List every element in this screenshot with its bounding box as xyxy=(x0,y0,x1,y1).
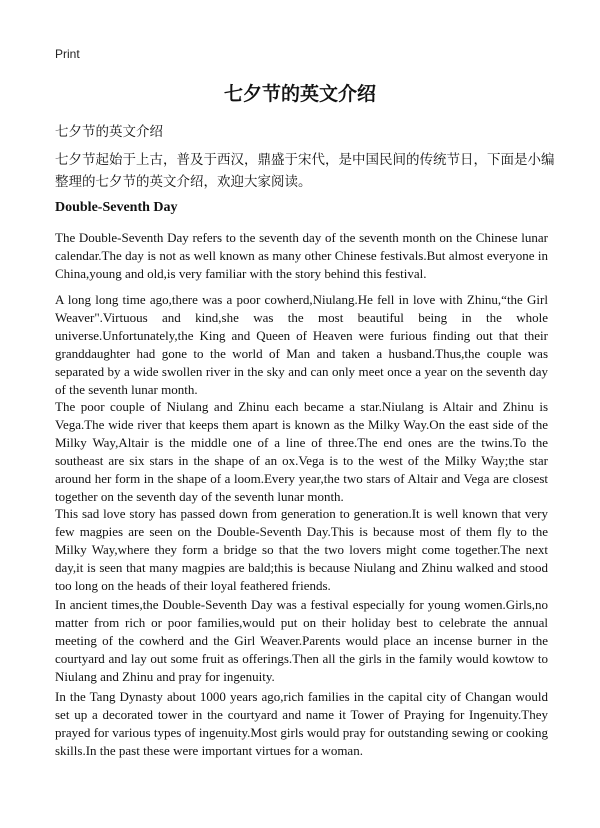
page-title: 七夕节的英文介绍 xyxy=(223,83,376,105)
body-paragraph-6: In the Tang Dynasty about 1000 years ago,rich families in the capital city of Changan would set up a decorated tower in the courtyard and name it Tower of Praying for Ingenuity.They prayed for various types of ingenuity.Most girls would pray for outstanding sewing or cooking skills.In the past these were important virtues for a woman. xyxy=(55,689,548,758)
intro-paragraph: 七夕节起始于上古，普及于西汉，鼎盛于宋代，是中国民间的传统节日，下面是小编整理的七夕节的英文介绍，欢迎大家阅读。 xyxy=(55,152,555,190)
body-paragraph-2: A long long time ago,there was a poor cowherd,Niulang.He fell in love with Zhinu,“the Girl Weaver".Virtuous and kind,she was the most beautiful being in the whole universe.Unfortunately,the King and Queen of Heaven were furious finding out that their granddaughter had gone to the world of Man and taken a husband.Thus,the couple was separated by a wide swollen river in the sky and can only meet once a year on the seventh day of the seventh lunar month. xyxy=(55,292,548,397)
body-paragraph-4: This sad love story has passed down from generation to generation.It is well known that very few magpies are seen on the Double-Seventh Day.This is because most of them fly to the Milky Way,where they form a bridge so that the two lovers might come together.The next day,it is seen that many magpies are bald;this is because Niulang and Zhinu walked and stood too long on the heads of their loyal feathered friends. xyxy=(55,506,548,593)
section-heading: Double-Seventh Day xyxy=(55,200,178,215)
article-subtitle: 七夕节的英文介绍 xyxy=(55,124,163,140)
body-paragraph-3: The poor couple of Niulang and Zhinu each became a star.Niulang is Altair and Zhinu is Vega.The wide river that keeps them apart is known as the Milky Way.On the east side of the Milky Way,Altair is the middle one of a line of three.The end ones are the twins.To the southeast are six stars in the shape of an ox.Vega is to the west of the Milky Way;the star around her form in the shape of a loom.Every year,the two stars of Altair and Vega are closest together on the seventh day of the seventh lunar month. xyxy=(55,399,548,504)
body-paragraph-1: The Double-Seventh Day refers to the seventh day of the seventh month on the Chinese lunar calendar.The day is not as well known as many other Chinese festivals.But almost everyone in China,young and old,is very familiar with the story behind this festival. xyxy=(55,230,548,281)
print-link[interactable]: Print xyxy=(55,47,80,61)
body-paragraph-5: In ancient times,the Double-Seventh Day was a festival especially for young women.Girls,no matter from rich or poor families,would put on their holiday best to celebrate the annual meeting of the cowherd and the Girl Weaver.Parents would place an incense burner in the courtyard and lay out some fruit as offerings.Then all the girls in the family would kowtow to Niulang and Zhinu and pray for ingenuity. xyxy=(55,597,548,684)
